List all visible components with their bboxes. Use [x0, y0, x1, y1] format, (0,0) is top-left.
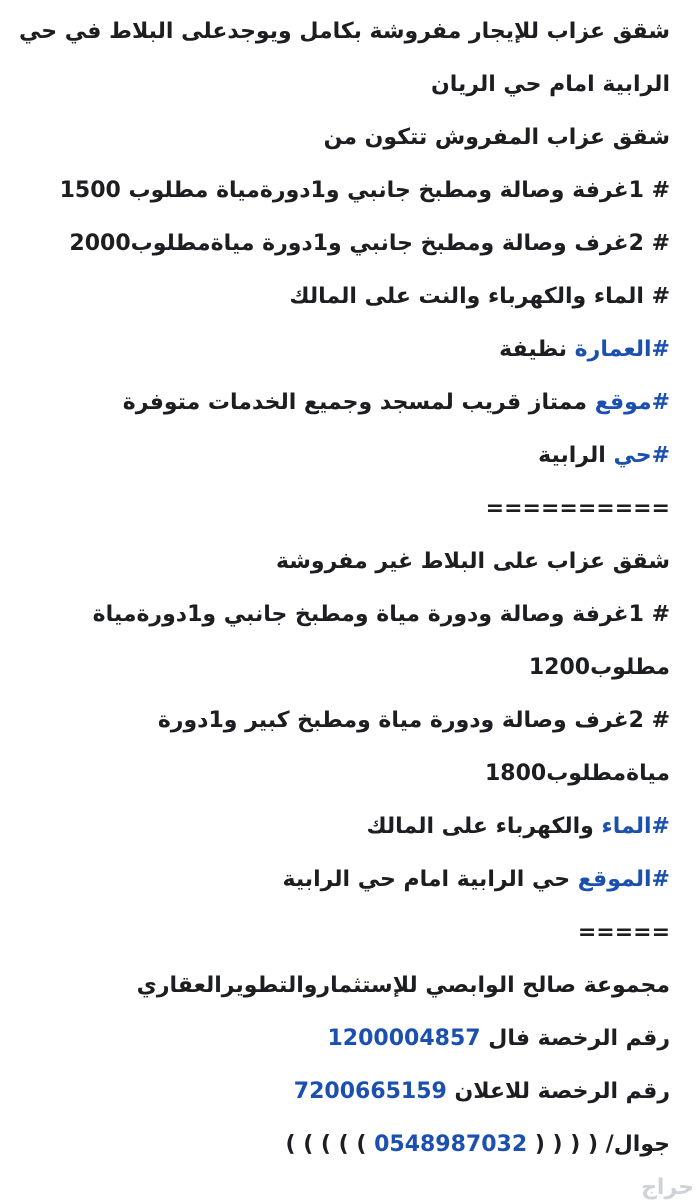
post-text: نظيفة	[499, 337, 575, 362]
post-line: شقق عزاب للإيجار مفروشة بكامل ويوجدعلى البلاط في حي	[19, 19, 670, 44]
phone-label: جوال/	[598, 1132, 670, 1157]
post-line	[0, 860, 670, 913]
ad-license-line	[0, 1072, 670, 1125]
phone-line	[0, 1125, 670, 1178]
post-line: # الماء والكهرباء والنت على المالك	[289, 284, 670, 309]
hashtag-link[interactable]: #موقع	[594, 390, 670, 415]
post-body	[0, 12, 670, 1178]
post-line: الرابية امام حي الريان	[430, 72, 670, 97]
site-watermark: حراج	[641, 1175, 694, 1200]
post-line: شقق عزاب على البلاط غير مفروشة	[275, 549, 670, 574]
separator: ==========	[485, 496, 670, 521]
phone-paren-open: ( ( ( (	[527, 1132, 599, 1157]
hashtag-link[interactable]: #حي	[613, 443, 670, 468]
post-text: والكهرباء على المالك	[366, 814, 602, 839]
separator: =====	[577, 920, 670, 945]
hashtag-link[interactable]: #العمارة	[574, 337, 670, 362]
post-line	[0, 436, 670, 489]
post-text: ممتاز قريب لمسجد وجميع الخدمات متوفرة	[122, 390, 595, 415]
post-line	[0, 330, 670, 383]
hashtag-link[interactable]: #الموقع	[577, 867, 670, 892]
post-text: الرابية	[538, 443, 614, 468]
post-line: # 1غرفة وصالة ومطبخ جانبي و1دورةمياة مطلوب 1500	[59, 178, 670, 203]
post-line: شقق عزاب المفروش تتكون من	[323, 125, 670, 150]
post-line: مطلوب1200	[528, 655, 670, 680]
post-text: حي الرابية امام حي الرابية	[282, 867, 578, 892]
company-name: مجموعة صالح الوابصي للإستثماروالتطويرالعقاري	[136, 973, 670, 998]
fal-license-number[interactable]: 1200004857	[327, 1026, 481, 1051]
post-line: # 1غرفة وصالة ودورة مياة ومطبخ جانبي و1دورةمياة	[92, 602, 670, 627]
post-line	[0, 807, 670, 860]
post-line: # 2غرف وصالة ودورة مياة ومطبخ كبير و1دورة	[157, 708, 670, 733]
hashtag-link[interactable]: #الماء	[601, 814, 670, 839]
fal-license-line	[0, 1019, 670, 1072]
phone-paren-close: ) ) ) ) )	[285, 1132, 375, 1157]
fal-license-label: رقم الرخصة فال	[480, 1026, 670, 1051]
post-line	[0, 383, 670, 436]
ad-license-label: رقم الرخصة للاعلان	[446, 1079, 670, 1104]
post-line: # 2غرف وصالة ومطبخ جانبي و1دورة مياةمطلوب2000	[69, 231, 670, 256]
phone-number-link[interactable]: 0548987032	[374, 1132, 528, 1157]
post-line: مياةمطلوب1800	[484, 761, 670, 786]
ad-license-number[interactable]: 7200665159	[293, 1079, 447, 1104]
